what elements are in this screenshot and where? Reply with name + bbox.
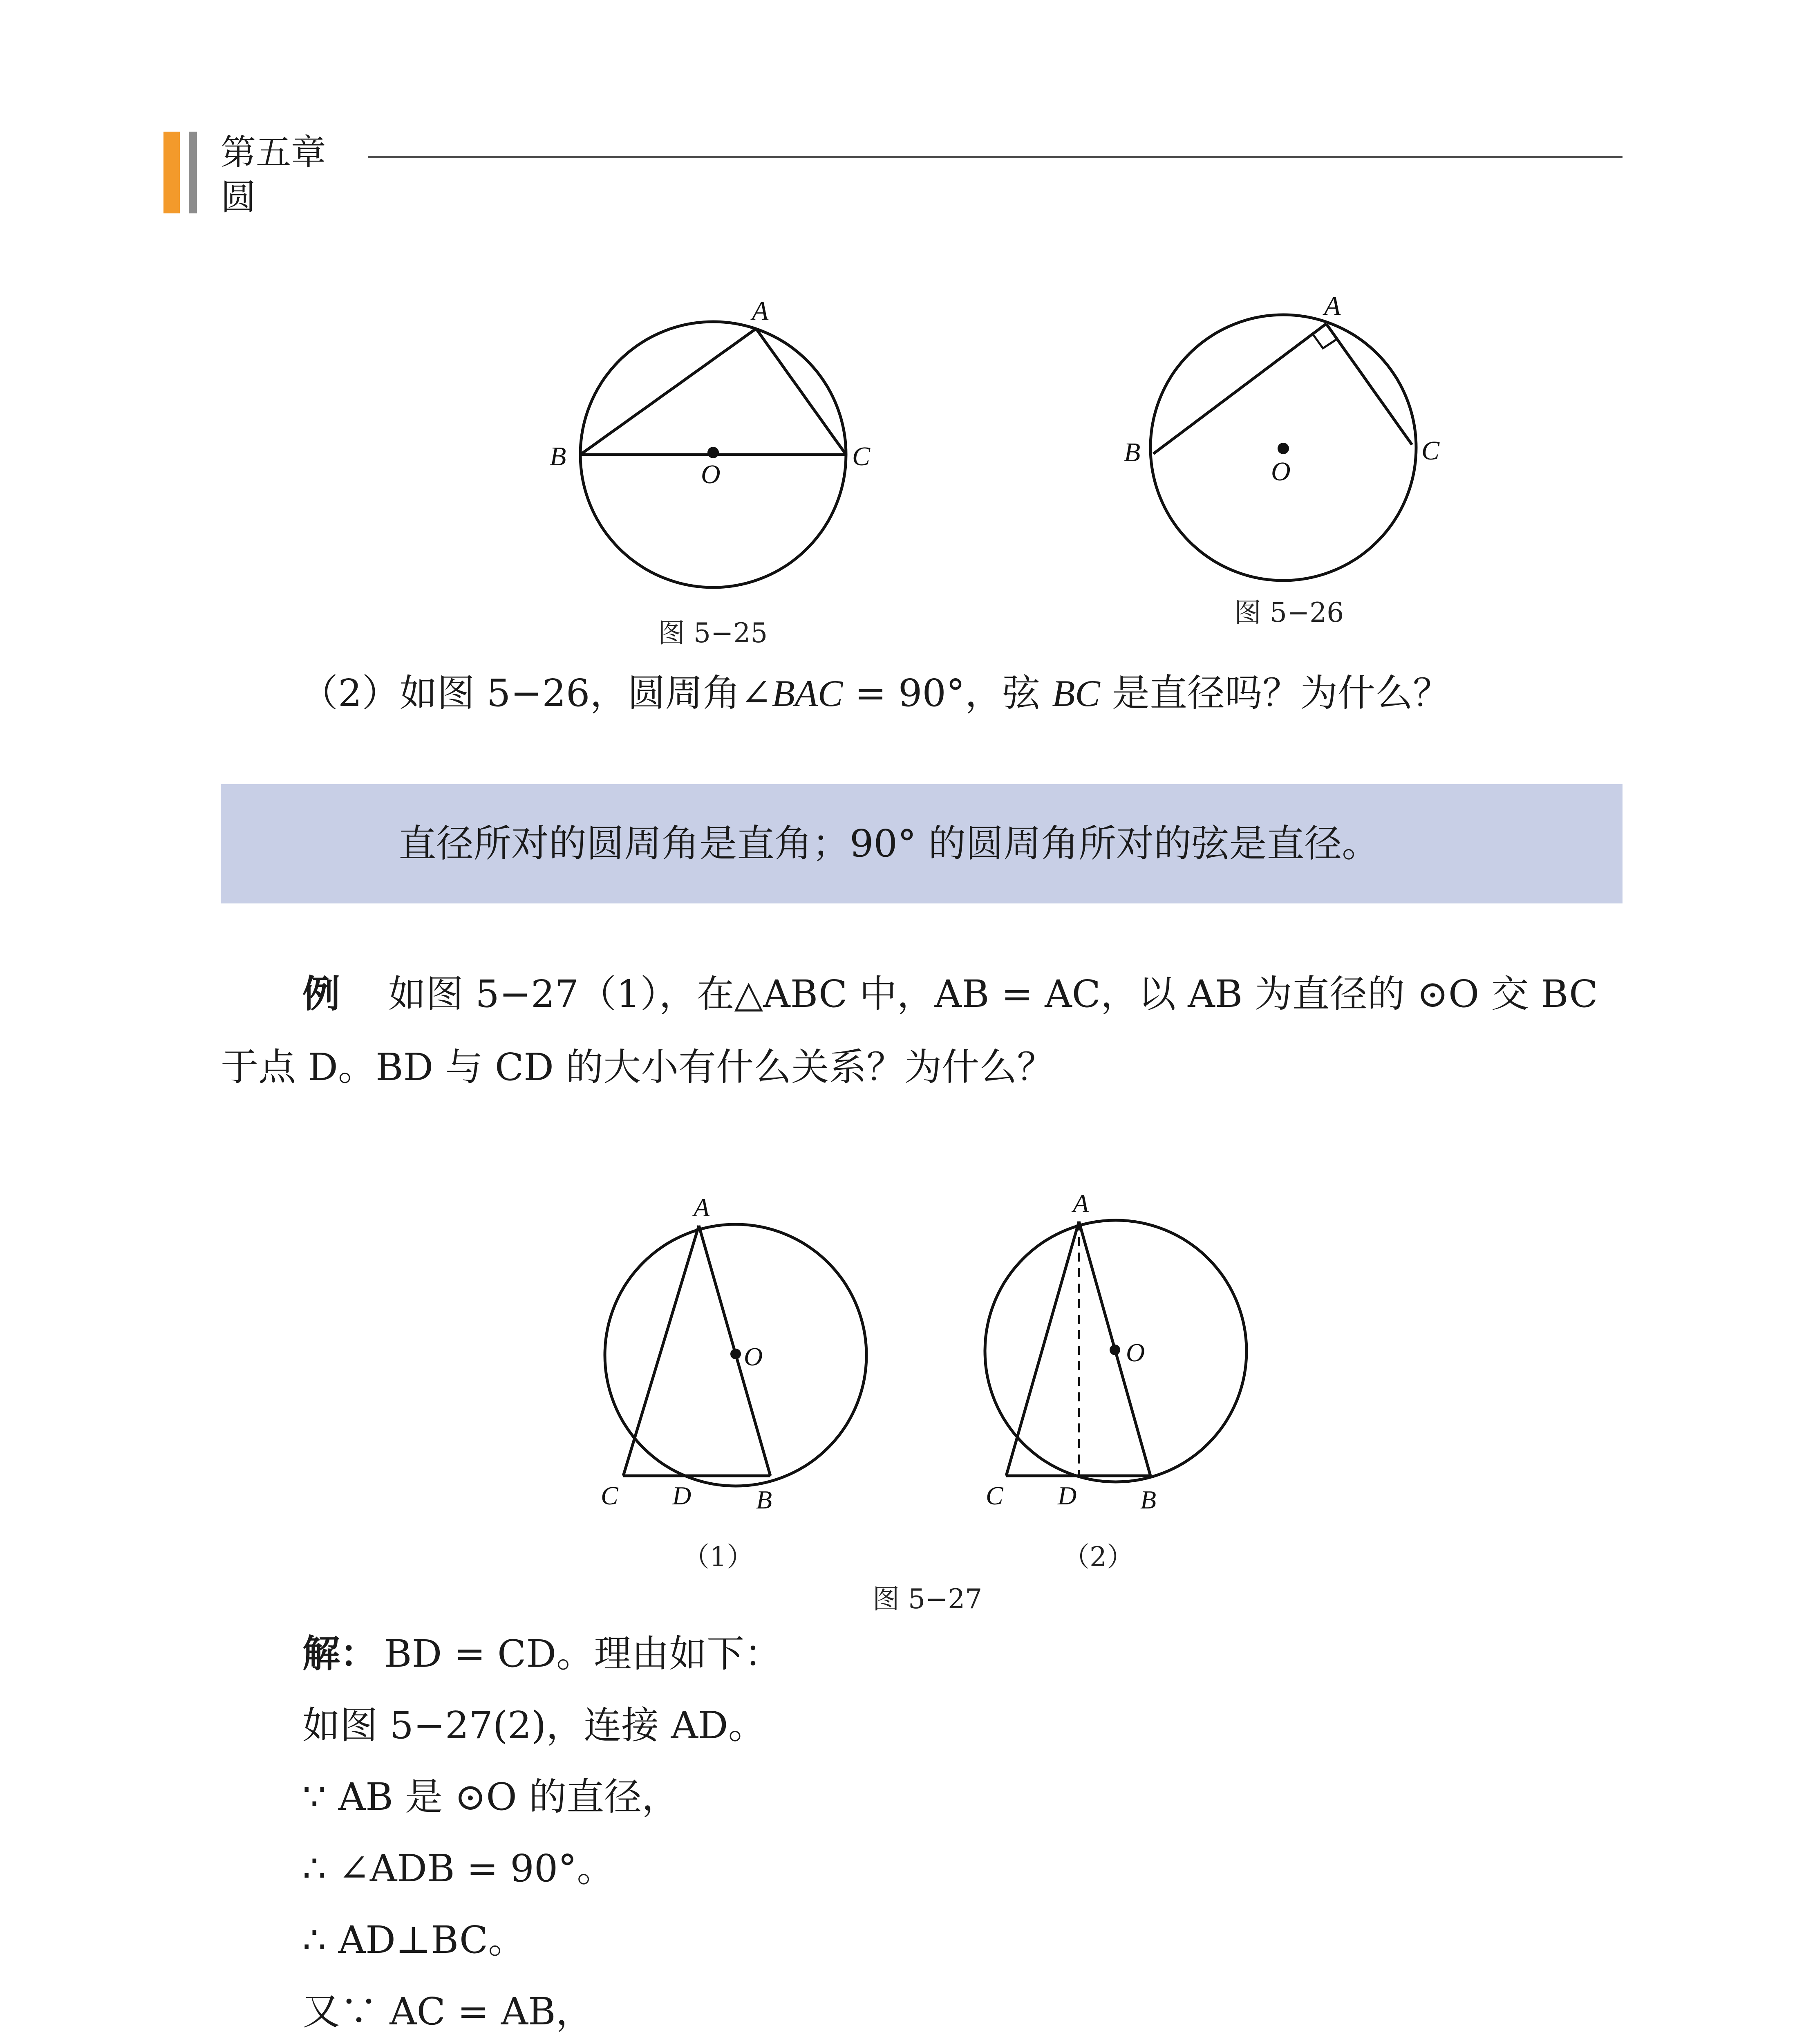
fig26-caption: 图 5−26 <box>1234 597 1344 628</box>
solution-label: 解： <box>302 1632 378 1676</box>
fig27-2-side-ac <box>1006 1221 1079 1476</box>
fig27-caption: 图 5−27 <box>873 1583 982 1615</box>
fig27-2-label-b: B <box>1140 1485 1157 1514</box>
fig27-1-label-o: O <box>744 1342 763 1371</box>
solution-line-2: 如图 5−27(2)，连接 AD。 <box>302 1703 766 1747</box>
fig27-1-label-d: D <box>672 1481 692 1510</box>
fig25-caption: 图 5−25 <box>658 617 768 649</box>
solution-line-4: ∴ ∠ADB = 90°。 <box>302 1847 615 1890</box>
fig27-2-center-point <box>1110 1345 1120 1355</box>
theorem-text: 直径所对的圆周角是直角；90° 的圆周角所对的弦是直径。 <box>398 822 1380 865</box>
solution-line-5: ∴ AD⊥BC。 <box>302 1918 526 1962</box>
example-line-1: 如图 5−27（1），在△ABC 中，AB = AC，以 AB 为直径的 ⊙O 交 BC <box>388 972 1598 1016</box>
fig26-label-a: A <box>1324 291 1341 321</box>
question-2-prefix: （2）如图 5−26，圆周角∠ <box>300 671 772 715</box>
chapter-number: 第五章 <box>221 132 326 173</box>
fig27-1-side-ac <box>623 1226 699 1476</box>
fig25-label-c: C <box>852 442 871 471</box>
example-label: 例 <box>302 972 340 1016</box>
fig27-sub1-caption: （1） <box>683 1541 754 1573</box>
question-2-suffix: 是直径吗？为什么？ <box>1100 671 1451 715</box>
question-2-angle: BAC <box>772 672 843 714</box>
fig27-1-label-a: A <box>694 1193 710 1222</box>
question-2-chord: BC <box>1052 672 1100 714</box>
fig25-label-a: A <box>752 296 769 326</box>
fig27-sub2-caption: （2） <box>1063 1541 1134 1573</box>
fig25-label-b: B <box>550 442 566 471</box>
fig27-2-label-d: D <box>1058 1481 1077 1510</box>
solution-line-1: BD = CD。理由如下： <box>384 1632 782 1676</box>
solution-line-3: ∵ AB 是 ⊙O 的直径， <box>302 1775 680 1819</box>
fig26-label-o: O <box>1271 457 1291 486</box>
fig27-1-label-b: B <box>756 1485 772 1514</box>
fig27-1-center-point <box>730 1349 741 1359</box>
fig27-1-label-c: C <box>601 1481 618 1510</box>
example-line-2: 于点 D。BD 与 CD 的大小有什么关系？为什么？ <box>221 1045 1055 1089</box>
fig27-2-label-o: O <box>1126 1338 1145 1367</box>
fig27-2-label-c: C <box>986 1481 1003 1510</box>
fig25-label-o: O <box>701 459 721 489</box>
chapter-title: 圆 <box>221 177 256 218</box>
fig27-2-label-a: A <box>1073 1189 1089 1218</box>
fig26-label-b: B <box>1124 437 1141 467</box>
solution-line-6: 又∵ AC = AB， <box>302 1990 593 2033</box>
fig26-label-c: C <box>1421 436 1440 466</box>
question-2-mid: = 90°，弦 <box>843 671 1052 715</box>
